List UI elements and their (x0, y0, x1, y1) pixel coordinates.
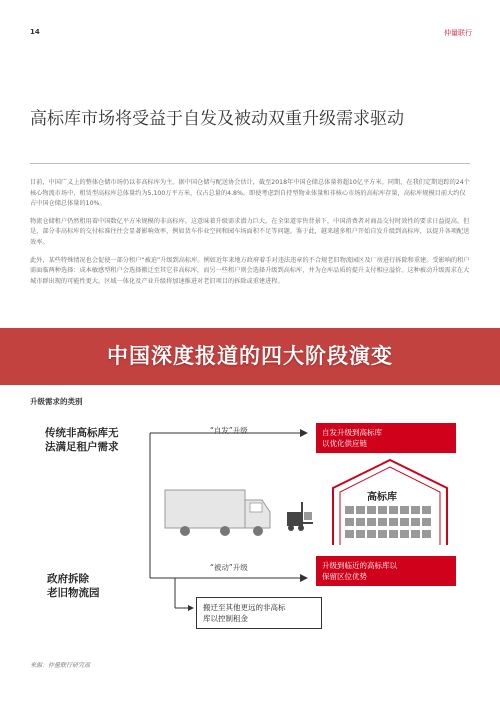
left-top-label (45, 426, 119, 454)
paragraph: 此外，某些特殊情况也会促使一部分租户“被迫”升级到高标库。例如近年来地方政府着手对违法违章的不合规老旧物流园区及厂房进行拆除和重建。受影响的租户需面临两种选择：成本敏感型租户会选择搬迁至其它非高标库，而另一些租户则会选择升级到高标库，并为仓库品质的提升支付相应溢价。这种被动升级需求在大城市群出现的可能性更大。区域一体化及产业升级将加速推进对老旧项目的拆除或重建进程。 (30, 256, 470, 285)
paragraph: 物流仓储租户仍然租用着中国数亿平方米规模的非高标库。这意味着升级需求潜力巨大。在全渠道零售背景下，中国消费者对商品交付时效性的要求日益提高。但是，部分非高标库的交付标准往往会显著影响效率，例如货车作业空间和园车场面积不足等问题。鉴于此，越来越多租户开始自发升级到高标库，以提升各项配送效率。 (30, 217, 470, 246)
red-box-voluntary (316, 423, 456, 453)
relocate-line1: 搬迁至其他更远的非高标 (203, 603, 286, 612)
warehouse-label: 高标库 (367, 492, 397, 503)
diagram-subtitle: 升级需求的类别 (30, 397, 83, 406)
red-bottom-line2: 保留区位优势 (322, 572, 367, 581)
red-box-forced (316, 556, 456, 586)
page-title: 高标库市场将受益于自发及被动双重升级需求驱动 (30, 109, 404, 129)
relocate-box (196, 597, 322, 629)
truck-icon (165, 490, 270, 536)
left-top-line1: 传统非高标库无 (45, 427, 119, 439)
banner-text: 中国深度报道的四大阶段演变 (107, 344, 393, 368)
arrow-top-label: “自发”升级 (210, 426, 248, 435)
left-bottom-line1: 政府拆除 (47, 573, 89, 585)
arrow-bottom-head (300, 574, 308, 582)
left-top-line2: 法满足租户需求 (45, 441, 119, 453)
left-bottom-label (47, 572, 100, 600)
arrow-bottom-label: “被动”升级 (210, 563, 248, 572)
arrow-top-head (300, 429, 308, 437)
brand-label: 仲量联行 (444, 29, 472, 37)
branch-head (188, 605, 194, 611)
forklift-icon (287, 502, 313, 531)
paragraph: 目前，中国广义上的整体仓储市场仍以非高标库为主。据中国仓储与配送协会估计，截至2018年中国仓储总体量将超10亿平方米。同期，在我们定期追踪的24个核心物流市场中，租赁型高标库总体量约为5,100万平方米，仅占总量的4.8%。即使考虑到自持型物业体量和非核心市场的高标库存量，高标库规模目前大约仅占中国仓储总体量的10%。 (30, 179, 470, 208)
pallet-stack-icon (345, 506, 431, 538)
red-top-line1: 自发升级到高标库 (322, 428, 382, 437)
left-bottom-line2: 老旧物流园 (47, 587, 100, 599)
page-number: 14 (30, 28, 40, 36)
red-top-line2: 以优化供应链 (322, 439, 367, 448)
relocate-line2: 库以控制租金 (203, 614, 248, 623)
source-note: 来源：仲量联行研究部 (30, 662, 91, 669)
red-bottom-line1: 升级到临近的高标库以 (322, 561, 397, 570)
